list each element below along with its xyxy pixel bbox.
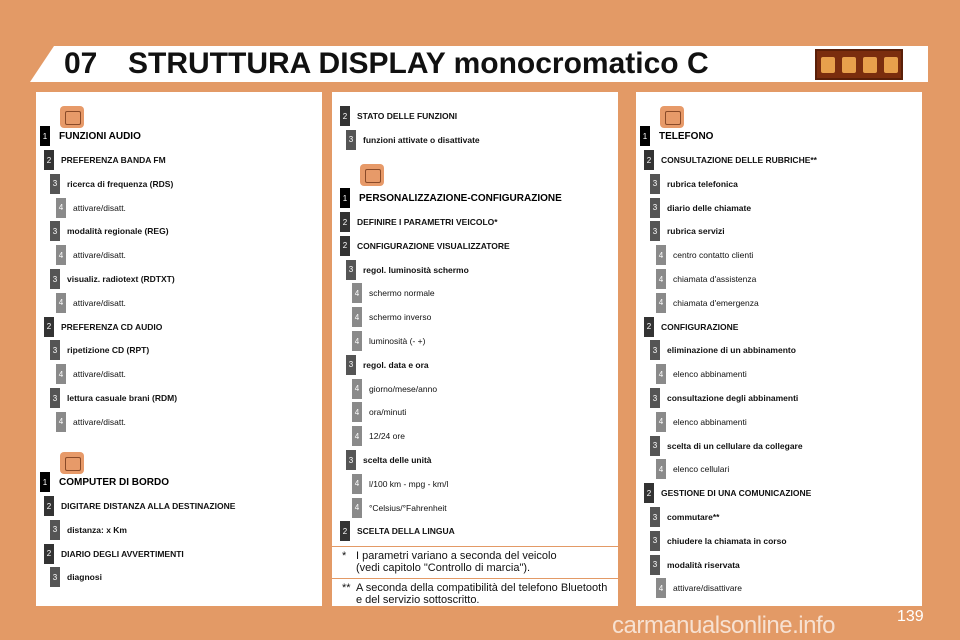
audio-icon bbox=[60, 106, 84, 128]
menu-item bbox=[352, 331, 425, 351]
menu-item-label: CONSULTAZIONE DELLE RUBRICHE** bbox=[661, 155, 817, 165]
level-badge: 3 bbox=[50, 221, 60, 241]
level-badge: 1 bbox=[40, 126, 50, 146]
menu-item-label: PERSONALIZZAZIONE-CONFIGURAZIONE bbox=[359, 192, 562, 204]
menu-item-label: DEFINIRE I PARAMETRI VEICOLO* bbox=[357, 217, 498, 227]
menu-item bbox=[656, 269, 756, 289]
page-title: STRUTTURA DISPLAY monocromatico C bbox=[128, 47, 709, 80]
level-badge: 3 bbox=[50, 269, 60, 289]
menu-item-label: FUNZIONI AUDIO bbox=[59, 130, 141, 142]
menu-item bbox=[352, 307, 431, 327]
level-badge: 2 bbox=[44, 317, 54, 337]
menu-item bbox=[656, 459, 729, 479]
menu-item-label: attivare/disattivare bbox=[673, 583, 742, 594]
menu-item bbox=[56, 198, 126, 218]
menu-item bbox=[650, 436, 803, 456]
menu-item bbox=[640, 126, 713, 146]
menu-item bbox=[44, 544, 184, 564]
menu-item bbox=[644, 317, 738, 337]
level-badge: 4 bbox=[352, 379, 362, 399]
footnote-text: A seconda della compatibilità del telefono Bluetooth bbox=[356, 582, 608, 594]
level-badge: 3 bbox=[50, 520, 60, 540]
level-badge: 1 bbox=[640, 126, 650, 146]
phone-icon bbox=[660, 106, 684, 128]
menu-item bbox=[644, 150, 817, 170]
menu-item bbox=[352, 426, 405, 446]
level-badge: 2 bbox=[340, 106, 350, 126]
menu-item-label: eliminazione di un abbinamento bbox=[667, 345, 796, 356]
level-badge: 4 bbox=[56, 364, 66, 384]
level-badge: 3 bbox=[50, 340, 60, 360]
menu-item-label: scelta di un cellulare da collegare bbox=[667, 440, 803, 451]
level-badge: 3 bbox=[650, 555, 660, 575]
level-badge: 4 bbox=[352, 331, 362, 351]
menu-item-label: STATO DELLE FUNZIONI bbox=[357, 111, 458, 121]
level-badge: 2 bbox=[340, 236, 350, 256]
menu-item-label: °Celsius/°Fahrenheit bbox=[369, 502, 447, 513]
menu-item bbox=[650, 555, 740, 575]
menu-item bbox=[352, 379, 437, 399]
level-badge: 2 bbox=[340, 521, 350, 541]
menu-item bbox=[352, 474, 448, 494]
menu-item bbox=[40, 126, 141, 146]
menu-item bbox=[656, 412, 747, 432]
level-badge: 3 bbox=[50, 388, 60, 408]
menu-item-label: CONFIGURAZIONE bbox=[661, 321, 739, 332]
level-badge: 3 bbox=[50, 174, 60, 194]
menu-item bbox=[50, 388, 177, 408]
menu-item-label: attivare/disatt. bbox=[73, 416, 126, 427]
menu-item bbox=[340, 236, 510, 256]
menu-item bbox=[656, 245, 753, 265]
menu-item-label: chiamata d'assistenza bbox=[673, 274, 757, 284]
level-badge: 4 bbox=[656, 269, 666, 289]
menu-item bbox=[40, 472, 169, 492]
level-badge: 4 bbox=[656, 245, 666, 265]
menu-item-label: luminosità (- +) bbox=[369, 336, 426, 346]
menu-item-label: SCELTA DELLA LINGUA bbox=[357, 526, 455, 537]
display-illustration bbox=[815, 49, 903, 80]
menu-item bbox=[656, 293, 759, 313]
menu-item-label: elenco abbinamenti bbox=[673, 416, 747, 427]
menu-item-label: diagnosi bbox=[67, 572, 102, 583]
level-badge: 3 bbox=[650, 221, 660, 241]
level-badge: 4 bbox=[656, 293, 666, 313]
menu-item-label: centro contatto clienti bbox=[673, 250, 754, 261]
menu-item-label: COMPUTER DI BORDO bbox=[59, 476, 169, 488]
level-badge: 2 bbox=[644, 483, 654, 503]
menu-item-label: rubrica servizi bbox=[667, 226, 725, 237]
level-badge: 3 bbox=[50, 567, 60, 587]
menu-item bbox=[650, 174, 738, 194]
menu-item-label: chiudere la chiamata in corso bbox=[667, 535, 787, 546]
menu-item bbox=[650, 221, 725, 241]
menu-item bbox=[44, 496, 235, 516]
level-badge: 3 bbox=[650, 531, 660, 551]
level-badge: 2 bbox=[44, 496, 54, 516]
menu-item bbox=[656, 364, 747, 384]
menu-item bbox=[650, 507, 719, 527]
menu-item bbox=[656, 578, 742, 598]
menu-item-label: ora/minuti bbox=[369, 407, 407, 418]
level-badge: 3 bbox=[346, 260, 356, 280]
menu-item-label: attivare/disatt. bbox=[73, 202, 126, 213]
menu-item bbox=[340, 106, 457, 126]
level-badge: 3 bbox=[346, 130, 356, 150]
level-badge: 2 bbox=[340, 212, 350, 232]
menu-item-label: distanza: x Km bbox=[67, 524, 127, 535]
left-column bbox=[36, 92, 322, 606]
menu-item-label: commutare** bbox=[667, 512, 720, 522]
menu-item-label: l/100 km - mpg - km/l bbox=[369, 478, 449, 489]
level-badge: 2 bbox=[44, 544, 54, 564]
menu-item-label: consultazione degli abbinamenti bbox=[667, 393, 799, 403]
settings-icon bbox=[360, 164, 384, 186]
menu-item-label: modalità regionale (REG) bbox=[67, 226, 169, 237]
level-badge: 4 bbox=[352, 402, 362, 422]
level-badge: 3 bbox=[650, 436, 660, 456]
menu-item bbox=[346, 260, 469, 280]
menu-item bbox=[50, 567, 102, 587]
menu-item-label: diario delle chiamate bbox=[667, 202, 752, 213]
menu-item-label: GESTIONE DI UNA COMUNICAZIONE bbox=[661, 488, 812, 499]
menu-item-label: PREFERENZA BANDA FM bbox=[61, 155, 166, 165]
menu-item-label: ricerca di frequenza (RDS) bbox=[67, 178, 174, 189]
menu-item bbox=[340, 188, 562, 208]
footnote-text: (vedi capitolo "Controllo di marcia"). bbox=[356, 562, 531, 574]
menu-item-label: scelta delle unità bbox=[363, 455, 432, 465]
watermark: carmanualsonline.info bbox=[612, 612, 835, 639]
menu-item-label: schermo inverso bbox=[369, 312, 432, 323]
level-badge: 2 bbox=[644, 150, 654, 170]
note-divider bbox=[332, 546, 618, 547]
menu-item bbox=[56, 412, 126, 432]
footnote-text: I parametri variano a seconda del veicolo bbox=[356, 550, 557, 562]
level-badge: 4 bbox=[352, 426, 362, 446]
level-badge: 4 bbox=[352, 283, 362, 303]
menu-item bbox=[352, 402, 406, 422]
menu-item bbox=[346, 450, 432, 470]
footnote-mark: * bbox=[342, 550, 347, 562]
menu-item-label: modalità riservata bbox=[667, 559, 740, 570]
level-badge: 4 bbox=[352, 307, 362, 327]
menu-item bbox=[50, 269, 175, 289]
footnote-mark: ** bbox=[342, 582, 351, 594]
level-badge: 3 bbox=[650, 507, 660, 527]
menu-item bbox=[340, 521, 455, 541]
menu-item-label: rubrica telefonica bbox=[667, 178, 738, 189]
menu-item-label: elenco cellulari bbox=[673, 464, 730, 475]
menu-item-label: ripetizione CD (RPT) bbox=[67, 345, 150, 356]
level-badge: 4 bbox=[56, 412, 66, 432]
menu-item-label: DIARIO DEGLI AVVERTIMENTI bbox=[61, 548, 184, 559]
menu-item-label: lettura casuale brani (RDM) bbox=[67, 393, 178, 403]
menu-item bbox=[346, 130, 480, 150]
level-badge: 4 bbox=[656, 459, 666, 479]
menu-item bbox=[650, 531, 787, 551]
menu-item-label: schermo normale bbox=[369, 288, 435, 299]
level-badge: 2 bbox=[644, 317, 654, 337]
menu-item bbox=[50, 520, 127, 540]
menu-item-label: attivare/disatt. bbox=[73, 297, 126, 308]
level-badge: 4 bbox=[56, 245, 66, 265]
menu-item bbox=[56, 293, 126, 313]
menu-item-label: regol. data e ora bbox=[363, 359, 429, 370]
menu-item-label: CONFIGURAZIONE VISUALIZZATORE bbox=[357, 240, 510, 251]
menu-item-label: regol. luminosità schermo bbox=[363, 264, 469, 275]
level-badge: 4 bbox=[56, 293, 66, 313]
level-badge: 2 bbox=[44, 150, 54, 170]
level-badge: 4 bbox=[56, 198, 66, 218]
middle-column bbox=[332, 92, 618, 606]
menu-item bbox=[352, 283, 435, 303]
level-badge: 4 bbox=[656, 578, 666, 598]
menu-item-label: TELEFONO bbox=[659, 130, 714, 142]
level-badge: 4 bbox=[656, 412, 666, 432]
level-badge: 3 bbox=[650, 340, 660, 360]
menu-item bbox=[340, 212, 498, 232]
level-badge: 3 bbox=[346, 450, 356, 470]
menu-item bbox=[650, 340, 796, 360]
right-column bbox=[636, 92, 922, 606]
menu-item bbox=[56, 364, 126, 384]
menu-item-label: DIGITARE DISTANZA ALLA DESTINAZIONE bbox=[61, 501, 236, 511]
menu-item-label: elenco abbinamenti bbox=[673, 369, 747, 380]
level-badge: 1 bbox=[40, 472, 50, 492]
level-badge: 1 bbox=[340, 188, 350, 208]
menu-item bbox=[56, 245, 126, 265]
menu-item-label: attivare/disatt. bbox=[73, 369, 126, 380]
menu-item-label: 12/24 ore bbox=[369, 431, 405, 442]
menu-item bbox=[346, 355, 429, 375]
menu-item-label: funzioni attivate o disattivate bbox=[363, 134, 480, 145]
level-badge: 3 bbox=[346, 355, 356, 375]
note-divider bbox=[332, 578, 618, 579]
menu-item bbox=[650, 388, 798, 408]
page-number: 139 bbox=[897, 608, 924, 625]
menu-item bbox=[50, 221, 169, 241]
level-badge: 4 bbox=[352, 474, 362, 494]
menu-item bbox=[352, 498, 447, 518]
menu-item bbox=[44, 317, 162, 337]
menu-item-label: giorno/mese/anno bbox=[369, 383, 438, 394]
menu-item bbox=[44, 150, 166, 170]
level-badge: 4 bbox=[352, 498, 362, 518]
menu-item bbox=[50, 340, 149, 360]
menu-item bbox=[644, 483, 811, 503]
level-badge: 3 bbox=[650, 198, 660, 218]
footnote-text: e del servizio sottoscritto. bbox=[356, 594, 480, 606]
menu-item-label: chiamata d'emergenza bbox=[673, 297, 759, 308]
level-badge: 3 bbox=[650, 388, 660, 408]
menu-item-label: attivare/disatt. bbox=[73, 250, 126, 261]
chapter-number: 07 bbox=[64, 47, 98, 80]
menu-item-label: PREFERENZA CD AUDIO bbox=[61, 321, 163, 332]
menu-item bbox=[50, 174, 173, 194]
menu-item-label: visualiz. radiotext (RDTXT) bbox=[67, 274, 175, 284]
level-badge: 3 bbox=[650, 174, 660, 194]
menu-item bbox=[650, 198, 751, 218]
level-badge: 4 bbox=[656, 364, 666, 384]
trip-computer-icon bbox=[60, 452, 84, 474]
